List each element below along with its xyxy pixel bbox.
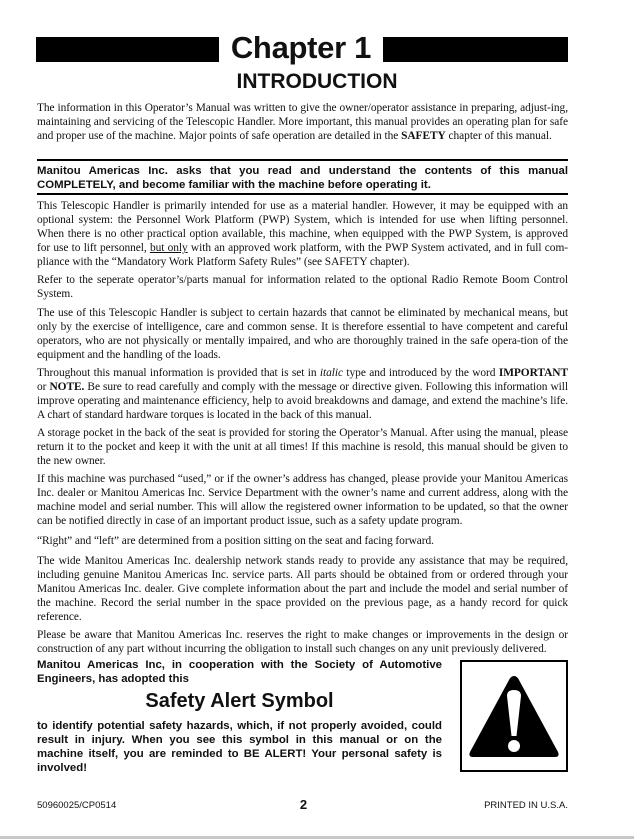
paragraph-owner-address: If this machine was purchased “used,” or if the owner’s address has changed, please provide your Manitou Americas Inc. dealer or Manitou Americas Inc. Service Department with the owner’s name and current address, along with the machine model and serial number. This will allow the registered owner information to be updated, so that the owner can be notified directly in case of an important product issue, such as a safety update program. [37, 473, 568, 528]
paragraph-hazards: The use of this Telescopic Handler is subject to certain hazards that cannot be eliminated by mechanical means, but only by the exercise of intelligence, care and common sense. It is therefore essential to have competent and careful operators, who are not physically or mentally impaired, and who are thoroughly trained in the safe opera-tion of the equipment and the handling of the loads. [37, 307, 568, 362]
paragraph-purpose: The information in this Operator’s Manual was written to give the owner/operator assistance in preparing, adjust-ing, maintaining and servicing of the Telescopic Handler. More important, this manual provides an operating plan for safe and proper use of the machine. Major points of safe operation are detailed in the SAFETY chapter of this manual. [37, 102, 568, 143]
paragraph-right-left: “Right” and “left” are determined from a position sitting on the seat and facing forward. [37, 535, 434, 547]
paragraph-dealership: The wide Manitou Americas Inc. dealership network stands ready to provide any assistance that may be required, including genuine Manitou Americas Inc. service parts. All parts should be obtained from or ordered through your Manitou Americas Inc. dealer. Give complete information about the part and include the model and serial number of the machine. Record the serial number in the space provided on the previous page, as a handy record for quick reference. [37, 555, 568, 624]
paragraph-important-note: Throughout this manual information is provided that is set in italic type and introduced by the word IMPORTANT or NOTE. Be sure to read carefully and comply with the message or directive given. Following this information will improve operating and maintenance efficiency, help to avoid breakdowns and damage, and extend the machine’s life. A chart of standard hardware torques is located in the back of this manual. [37, 367, 569, 422]
chapter-title: Chapter 1 [230, 30, 372, 65]
document-number: 50960025/CP0514 [37, 800, 117, 811]
header-bar-left [36, 37, 219, 62]
safety-alert-symbol-box [460, 660, 568, 772]
page-number: 2 [299, 797, 308, 812]
printed-in-notice: PRINTED IN U.S.A. [484, 800, 568, 811]
safety-alert-body: to identify potential safety hazards, which, if not properly avoided, could result in injury. When you see this symbol in this manual or on the machine itself, you are reminded to BE ALERT! Your personal safety is involved! [37, 720, 442, 774]
safety-alert-title: Safety Alert Symbol [145, 690, 334, 712]
paragraph-changes: Please be aware that Manitou Americas Inc. reserves the right to make changes or improvements in the design or construction of any part without incurring the obligation to install such changes on any unit previously delivered. [37, 629, 568, 656]
read-manual-callout: Manitou Americas Inc. asks that you read and understand the contents of this manual COMPLETELY, and become familiar with the machine before operating it. [37, 165, 568, 191]
paragraph-storage-pocket: A storage pocket in the back of the seat is provided for storing the Operator’s Manual. After using the manual, please return it to the pocket and keep it with the unit at all times! If this machine is resold, this manual should be given to the new owner. [37, 427, 568, 468]
chapter-header [36, 30, 568, 65]
section-title: INTRODUCTION [236, 70, 398, 93]
paragraph-radio-remote: Refer to the seperate operator’s/parts manual for information related to the optional Radio Remote Boom Control System. [37, 274, 568, 301]
header-bar-right [383, 37, 568, 62]
warning-triangle-exclamation-icon [462, 662, 566, 770]
safety-alert-intro: Manitou Americas Inc, in cooperation with the Society of Automotive Engineers, has adopted this [37, 659, 442, 685]
paragraph-pwp-system: This Telescopic Handler is primarily intended for use as a material handler. However, it may be equipped with an optional system: the Personnel Work Platform (PWP) System, which is intended for use when lifting personnel. When there is no other practical option available, this machine, when equipped with the PWP System, is approved for use to lift personnel, but only with an approved work platform, with the PWP System activated, and in full com-pliance with the “Mandatory Work Platform Safety Rules” (see SAFETY chapter). [37, 200, 568, 269]
callout-rule-top [37, 159, 568, 161]
callout-rule-bottom [37, 193, 568, 195]
